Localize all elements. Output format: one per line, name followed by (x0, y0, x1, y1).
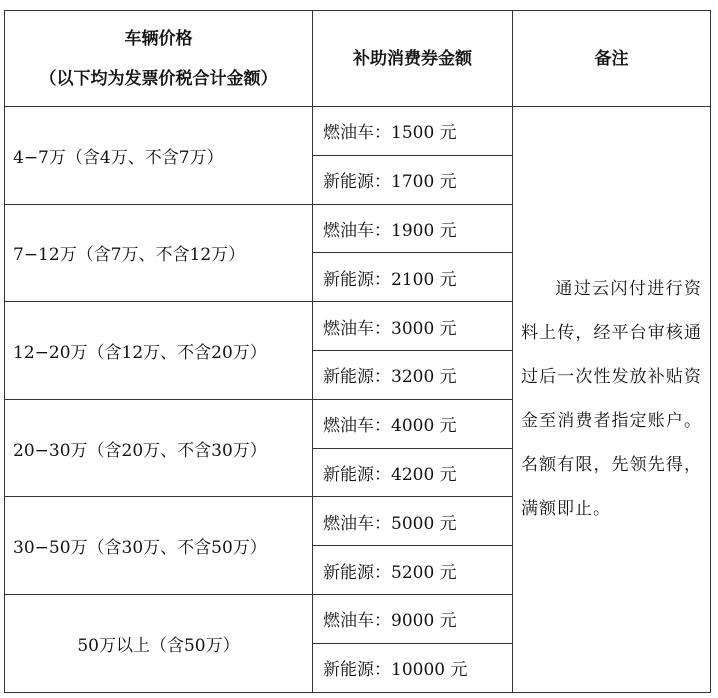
fuel-amount-cell: 燃油车：1900 元 (313, 204, 513, 253)
fuel-amount-cell: 燃油车：9000 元 (313, 594, 513, 643)
price-range-cell: 30−50万（含30万、不含50万） (5, 497, 313, 595)
price-range-cell: 4−7万（含4万、不含7万） (5, 107, 313, 205)
header-price-line1: 车辆价格 (124, 28, 193, 49)
header-subsidy: 补助消费券金额 (313, 11, 513, 107)
price-range-cell: 50万以上（含50万） (5, 594, 313, 692)
price-range-cell: 12−20万（含12万、不含20万） (5, 302, 313, 400)
table-row (5, 107, 711, 156)
ev-amount-cell: 新能源：4200 元 (313, 448, 513, 497)
fuel-amount-cell: 燃油车：3000 元 (313, 302, 513, 351)
header-price-line2: （以下均为发票价税合计金额） (39, 68, 278, 89)
fuel-amount-cell: 燃油车：5000 元 (313, 497, 513, 546)
header-price (5, 11, 313, 107)
ev-amount-cell: 新能源：10000 元 (313, 643, 513, 692)
ev-amount-cell: 新能源：2100 元 (313, 253, 513, 302)
ev-amount-cell: 新能源：1700 元 (313, 155, 513, 204)
price-range-cell: 7−12万（含7万、不含12万） (5, 204, 313, 302)
fuel-amount-cell: 燃油车：1500 元 (313, 107, 513, 156)
price-range-cell: 20−30万（含20万、不含30万） (5, 399, 313, 497)
fuel-amount-cell: 燃油车：4000 元 (313, 399, 513, 448)
subsidy-table (4, 10, 711, 693)
header-row (5, 11, 711, 107)
remark-cell (513, 107, 711, 693)
header-remark: 备注 (513, 11, 711, 107)
remark-text: 通过云闪付进行资料上传，经平台审核通过后一次性发放补贴资金至消费者指定账户。名额有限，先领先得，满额即止。 (521, 279, 702, 520)
ev-amount-cell: 新能源：3200 元 (313, 350, 513, 399)
ev-amount-cell: 新能源：5200 元 (313, 546, 513, 595)
